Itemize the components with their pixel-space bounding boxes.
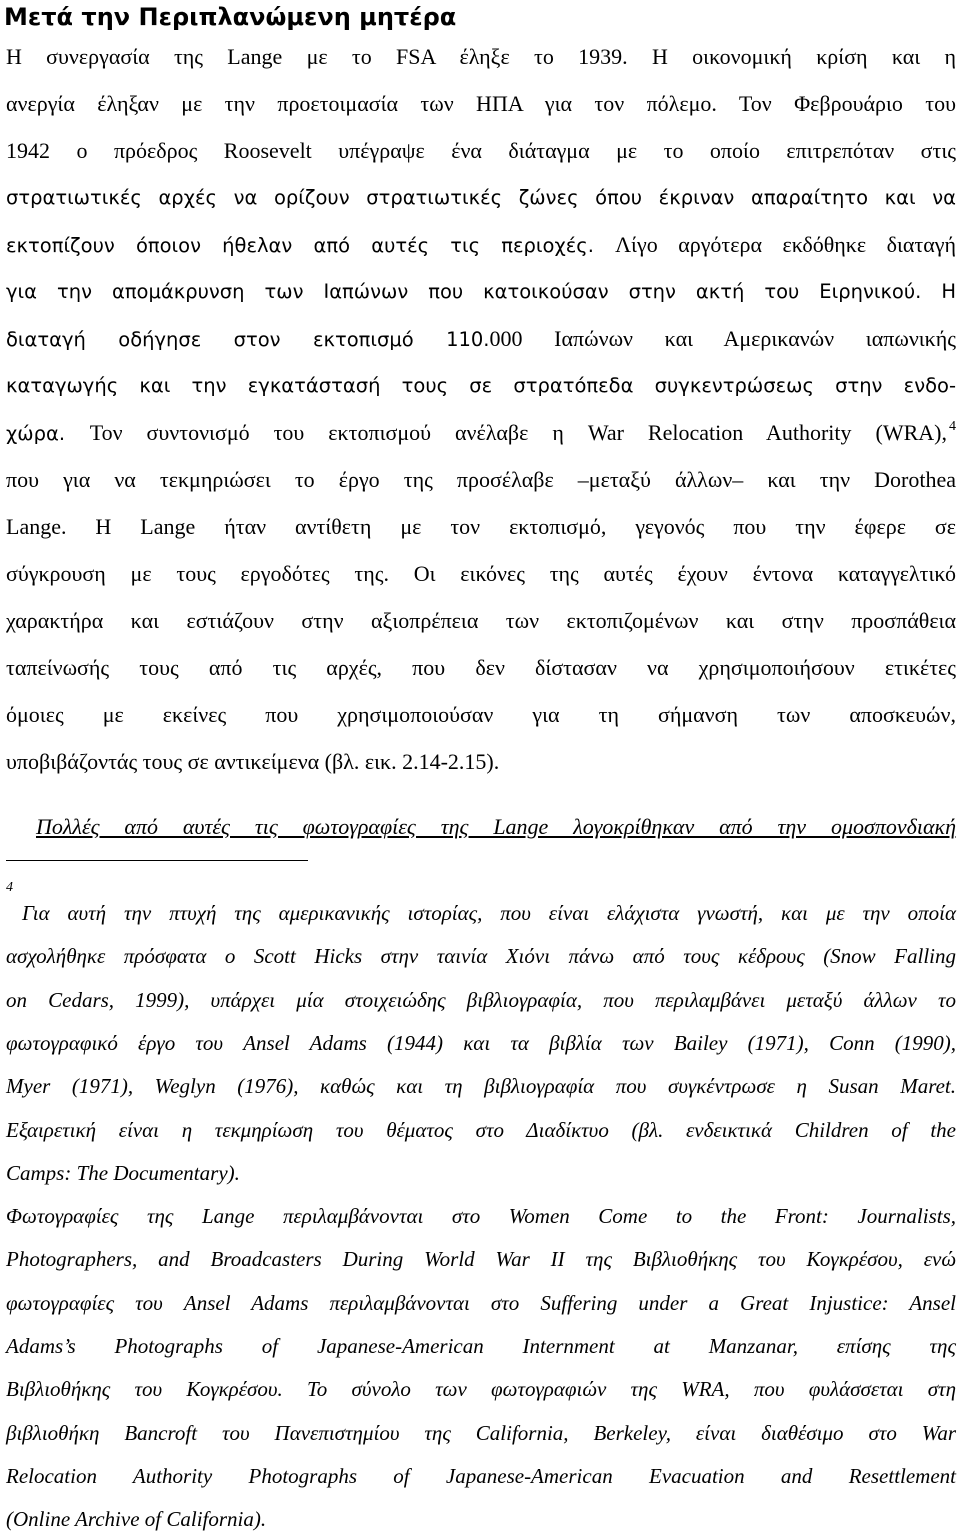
body-text-run: Lange. Η Lange ήταν αντίθετη με τον εκτοπισμό, γεγονός που την έφερε σε (6, 514, 956, 539)
footnote-separator (6, 860, 308, 861)
body-line (6, 324, 956, 356)
footnote-line: Myer (1971), Weglyn (1976), καθώς και τη βιβλιογραφία που συγκέντρωσε η Susan Maret. (6, 1074, 956, 1098)
body-line (6, 653, 956, 685)
body-text-run: για την απομάκρυνση των Ιαπώνων που κατοικούσαν στην ακτή του Ειρηνικού. Η (6, 280, 956, 303)
italic-continuation-line: Πολλές από αυτές τις φωτογραφίες της Lange λογοκρίθηκαν από την ομοσπονδιακή (36, 814, 956, 839)
body-text-run: 1942 ο πρόεδρος Roosevelt υπέγραψε ένα διάταγμα με το οποίο επιτρεπόταν στις (6, 138, 956, 163)
body-line (6, 465, 956, 497)
footnote-line: Adams’s Photographs of Japanese-American Internment at Manzanar, επίσης της (6, 1334, 956, 1358)
body-text-run: ανεργία έληξαν με την προετοιμασία των ΗΠΑ για τον πόλεμο. Τον Φεβρουάριο του (6, 91, 956, 116)
body-line (6, 277, 956, 309)
body-text-run: σύγκρουση με τους εργοδότες της. Οι εικόνες της αυτές έχουν έντονα καταγγελτικό (6, 561, 956, 586)
body-text-run: 000 Ιαπώνων και Αμερικανών ιαπωνικής (489, 326, 956, 351)
body-text-run: που για να τεκμηριώσει το έργο της προσέλαβε –μεταξύ άλλων– και την Dorothea (6, 467, 956, 492)
body-text-run: διαταγή οδήγησε στον εκτοπισμό 110. (6, 328, 490, 351)
body-line (6, 747, 956, 779)
body-line (6, 512, 956, 544)
footnote-line: (Online Archive of California). (6, 1507, 267, 1531)
footnote-line: φωτογραφίες του Ansel Adams περιλαμβάνονται στο Suffering under a Great Injustice: Ansel (6, 1291, 956, 1315)
footnote-line: Για αυτή την πτυχή της αμερικανικής ιστορίας, που είναι ελάχιστα γνωστή, και με την οποία (22, 901, 956, 925)
body-line (6, 559, 956, 591)
body-text-run: χώρα. (6, 422, 90, 445)
footnote-line: on Cedars, 1999), υπάρχει μία στοιχειώδης βιβλιογραφία, που περιλαμβάνει μεταξύ άλλων το (6, 988, 956, 1012)
footnote-line: Εξαιρετική είναι η τεκμηρίωση του θέματος στο Διαδίκτυο (βλ. ενδεικτικά Children of the (6, 1118, 956, 1142)
footnote-line: φωτογραφικό έργο του Ansel Adams (1944) και τα βιβλία των Bailey (1971), Conn (1990), (6, 1031, 956, 1055)
body-text-run: Η συνεργασία της Lange με το FSA έληξε το 1939. Η οικονομική κρίση και η (6, 44, 956, 69)
body-line (6, 42, 956, 74)
footnote-line: ασχολήθηκε πρόσφατα ο Scott Hicks στην ταινία Χιόνι πάνω από τους κέδρους (Snow Falling (6, 944, 956, 968)
body-text-run: καταγωγής και την εγκατάστασή τους σε στρατόπεδα συγκεντρώσεως στην ενδο- (6, 374, 956, 397)
body-text-run: όμοιες με εκείνες που χρησιμοποιούσαν για τη σήμανση των αποσκευών, (6, 702, 956, 727)
body-line (6, 183, 956, 215)
body-line (6, 371, 956, 403)
body-text-run: Λίγο αργότερα εκδόθηκε διαταγή (615, 232, 956, 257)
body-text-run: χαρακτήρα και εστιάζουν στην αξιοπρέπεια των εκτοπιζομένων και στην προσπάθεια (6, 608, 956, 633)
footnote-reference[interactable]: 4 (948, 419, 956, 434)
footnote-line: Relocation Authority Photographs of Japanese-American Evacuation and Resettlement (6, 1464, 956, 1488)
section-heading: Μετά την Περιπλανώμενη μητέρα (4, 3, 457, 31)
body-text-run: Τον συντονισμό του εκτοπισμού ανέλαβε η War Relocation Authority (WRA), (89, 420, 947, 445)
footnote-line: Photographers, and Broadcasters During World War II της Βιβλιοθήκης του Κογκρέσου, ενώ (6, 1247, 956, 1271)
body-line (6, 418, 956, 450)
body-text-run: εκτοπίζουν όποιον ήθελαν από αυτές τις περιοχές. (6, 234, 616, 257)
body-text-run: στρατιωτικές αρχές να ορίζουν στρατιωτικές ζώνες όπου έκριναν απαραίτητο και να (6, 186, 956, 209)
body-line (6, 230, 956, 262)
body-line (6, 606, 956, 638)
body-line (6, 89, 956, 121)
footnote-line: Camps: The Documentary). (6, 1161, 240, 1185)
footnote-line: Βιβλιοθήκης του Κογκρέσου. Το σύνολο των φωτογραφιών της WRA, που φυλάσσεται στη (6, 1377, 956, 1401)
body-line (6, 136, 956, 168)
body-text-run: υποβιβάζοντάς τους σε αντικείμενα (βλ. εικ. 2.14-2.15). (6, 749, 500, 774)
footnote-marker: 4 (6, 880, 13, 895)
body-text-run: ταπείνωσής τους από τις αρχές, που δεν δίστασαν να χρησιμοποιήσουν ετικέτες (6, 655, 956, 680)
footnote-line: βιβλιοθήκη Bancroft του Πανεπιστημίου της California, Berkeley, είναι διαθέσιμο στο War (6, 1421, 956, 1445)
footnote-line: Φωτογραφίες της Lange περιλαμβάνονται στο Women Come to the Front: Journalists, (6, 1204, 956, 1228)
body-line (6, 700, 956, 732)
